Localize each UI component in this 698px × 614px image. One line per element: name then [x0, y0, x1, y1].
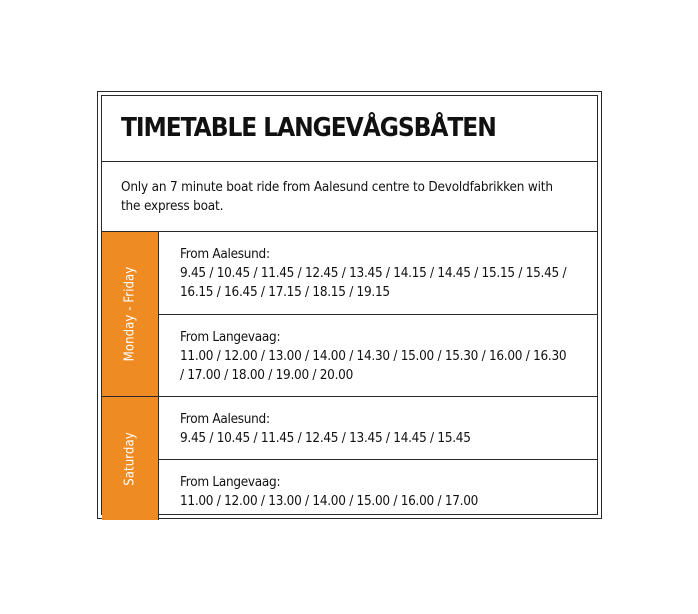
- route-origin: From Aalesund:: [180, 247, 270, 262]
- intro-text: Only an 7 minute boat ride from Aalesund centre to Devoldfabrikken with the express boat.: [121, 180, 553, 214]
- day-label-text: Saturday: [122, 431, 138, 486]
- departure-times: 11.00 / 12.00 / 13.00 / 14.00 / 15.00 / 16.00 / 17.00: [180, 494, 479, 509]
- section-monday-friday: [102, 232, 597, 397]
- day-label-monday-friday: [102, 232, 159, 396]
- route-origin: From Langevaag:: [180, 475, 281, 490]
- route-origin: From Langevaag:: [180, 330, 281, 345]
- route-cell-from-aalesund: [159, 397, 597, 460]
- title-row: [102, 96, 597, 162]
- route-cell-from-langevaag: [159, 460, 597, 520]
- day-label-text: Monday - Friday: [122, 266, 138, 362]
- departure-times: 11.00 / 12.00 / 13.00 / 14.00 / 14.30 / 15.00 / 15.30 / 16.00 / 16.30 / 17.00 / 18.00 / 19.00 / 20.00: [180, 349, 567, 383]
- departure-times: 9.45 / 10.45 / 11.45 / 12.45 / 13.45 / 14.15 / 14.45 / 15.15 / 15.45 / 16.15 / 16.45 / 17.15 / 18.15 / 19.15: [180, 266, 567, 300]
- section-saturday: [102, 397, 597, 520]
- route-origin: From Aalesund:: [180, 412, 270, 427]
- day-label-saturday: [102, 397, 159, 520]
- page-title: TIMETABLE LANGEVÅGSBÅTEN: [121, 113, 496, 143]
- departure-times: 9.45 / 10.45 / 11.45 / 12.45 / 13.45 / 14.45 / 15.45: [180, 431, 471, 446]
- timetable-table: [101, 95, 598, 515]
- route-cell-from-langevaag: [159, 315, 597, 397]
- timetable-frame: [97, 91, 602, 519]
- intro-row: [102, 162, 597, 232]
- route-cell-from-aalesund: [159, 232, 597, 315]
